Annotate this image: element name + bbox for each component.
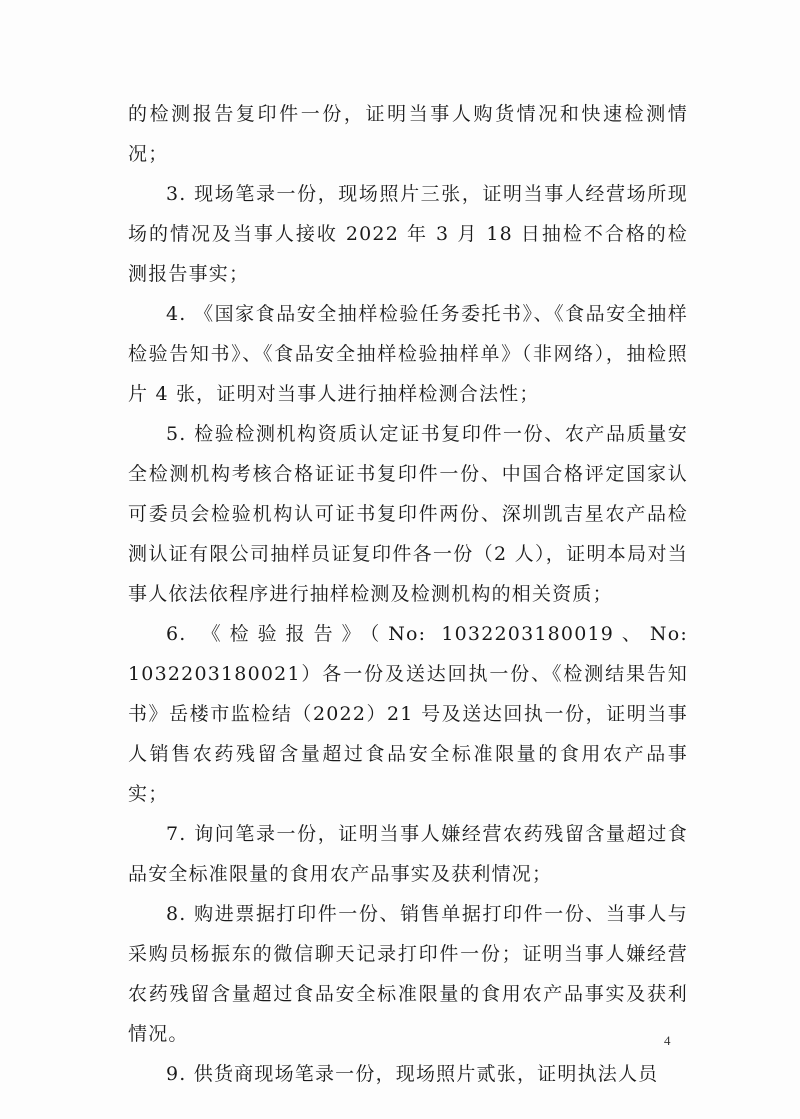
- paragraph-item-8: 8. 购进票据打印件一份、销售单据打印件一份、当事人与采购员杨振东的微信聊天记录打印件一份；证明当事人嫌经营农药残留含量超过食品安全标准限量的食用农产品事实及获利情况。: [128, 903, 688, 1045]
- paragraph-item-6: 6. 《检验报告》（No: 1032203180019、No: 1032203180021）各一份及送达回执一份、《检测结果告知书》岳楼市监检结（2022）21 号及送达回执一份，证明当事人销售农药残留含量超过食品安全标准限量的食用农产品事实；: [128, 623, 688, 805]
- page-number: 4: [664, 1033, 671, 1048]
- document-body: [128, 94, 688, 1094]
- paragraph-item-7: 7. 询问笔录一份，证明当事人嫌经营农药残留含量超过食品安全标准限量的食用农产品事实及获利情况；: [128, 823, 688, 885]
- paragraph-item-5: 5. 检验检测机构资质认定证书复印件一份、农产品质量安全检测机构考核合格证证书复印件一份、中国合格评定国家认可委员会检验机构认可证书复印件两份、深圳凯吉星农产品检测认证有限公司抽样员证复印件各一份（2 人），证明本局对当事人依法依程序进行抽样检测及检测机构的相关资质；: [128, 423, 688, 605]
- paragraph-continuation: 的检测报告复印件一份，证明当事人购货情况和快速检测情况；: [128, 103, 688, 165]
- paragraph-item-9: 9. 供货商现场笔录一份，现场照片贰张，证明执法人员: [166, 1063, 659, 1085]
- paragraph-item-4: 4. 《国家食品安全抽样检验任务委托书》、《食品安全抽样检验告知书》、《食品安全抽样检验抽样单》（非网络），抽检照片 4 张，证明对当事人进行抽样检测合法性；: [128, 303, 688, 405]
- paragraph-item-3: 3. 现场笔录一份，现场照片三张，证明当事人经营场所现场的情况及当事人接收 2022 年 3 月 18 日抽检不合格的检测报告事实；: [128, 183, 688, 285]
